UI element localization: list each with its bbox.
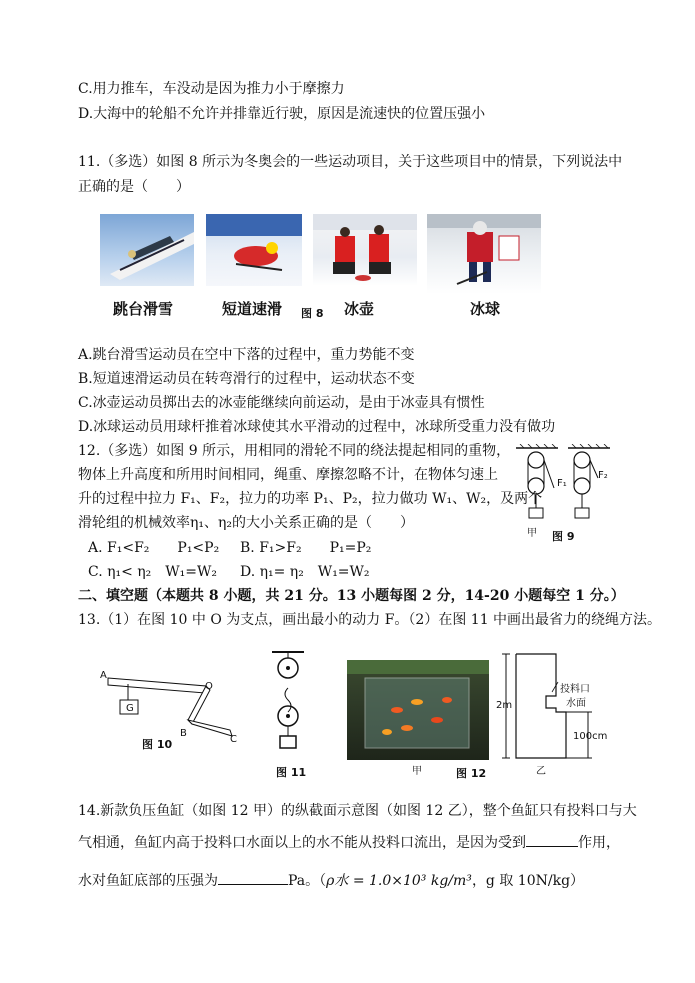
ski-jump-photo	[100, 214, 194, 286]
q12-stem-line4: 滑轮组的机械效率η₁、η₂的大小关系正确的是（ ）	[78, 515, 414, 531]
q14-line3-text: 水对鱼缸底部的压强为	[78, 873, 218, 889]
q12-option-b: B. F₁>F₂ P₁=P₂	[240, 540, 372, 556]
fig12-inlet-label: 投料口	[560, 684, 590, 695]
fig12-label: 图 12	[456, 767, 487, 780]
photo-caption-curling: 冰壶	[344, 300, 375, 318]
q14-line3-unit: Pa。（	[288, 873, 327, 889]
q11-option-d: D.冰球运动员用球杆推着冰球使其水平滑动的过程中，冰球所受重力没有做功	[78, 419, 556, 435]
q11-option-c: C.冰壶运动员掷出去的冰壶能继续向前运动，是由于冰壶具有惯性	[78, 395, 485, 411]
q13-stem: 13.（1）在图 10 中 O 为支点，画出最小的动力 F。（2）在图 11 中画出最省力的绕绳方法。	[78, 612, 662, 628]
photo-caption-ski-jump: 跳台滑雪	[113, 300, 174, 318]
fig12-jia-label: 甲	[412, 766, 422, 777]
photo-caption-short-track: 短道速滑	[222, 300, 283, 318]
fig8-label: 图 8	[301, 307, 324, 320]
q12-stem-line3: 升的过程中拉力 F₁、F₂，拉力的功率 P₁、P₂，拉力做功 W₁、W₂，及两个	[78, 491, 543, 507]
fig9-f2-label: F₂	[598, 470, 608, 481]
fig10-point-a: A	[100, 670, 107, 681]
q11-stem-line1: 11.（多选）如图 8 所示为冬奥会的一些运动项目，关于这些项目中的情景，下列说法中	[78, 154, 623, 170]
section2-heading: 二、填空题（本题共 8 小题，共 21 分。13 小题每图 2 分，14-20 小题每空 1 分。）	[78, 588, 625, 604]
fish-tank-photo	[347, 660, 489, 760]
fig9-jia-label: 甲	[527, 528, 537, 539]
fig12-height-2m: 2m	[496, 700, 513, 711]
fig10-point-o: O	[205, 681, 213, 692]
fig9-f1-label: F₁	[557, 478, 567, 489]
fig12-water-label: 水面	[566, 698, 586, 709]
q11-option-a: A.跳台滑雪运动员在空中下落的过程中，重力势能不变	[78, 347, 415, 363]
fig10-weight-g: G	[126, 703, 134, 714]
q14-line3-end: ，g 取 10N/kg）	[471, 873, 585, 889]
fig9-label: 图 9	[552, 530, 575, 543]
q12-option-d: D. η₁= η₂ W₁=W₂	[240, 564, 370, 580]
q12-option-c: C. η₁< η₂ W₁=W₂	[88, 564, 218, 580]
q12-option-a: A. F₁<F₂ P₁<P₂	[88, 540, 220, 556]
q14-density-value: ρ水 = 1.0×10³ kg/m³	[326, 873, 472, 889]
q12-stem-line2: 物体上升高度和所用时间相同，绳重、摩擦忽略不计，在物体匀速上	[78, 467, 498, 483]
q14-line2	[78, 832, 620, 854]
fig10-label: 图 10	[142, 738, 173, 751]
fig10-point-b: B	[180, 728, 187, 739]
fig12-height-100cm: 100cm	[573, 731, 608, 742]
photo-caption-ice-hockey: 冰球	[470, 300, 501, 318]
curling-photo	[313, 214, 417, 286]
q10-option-d: D.大海中的轮船不允许并排靠近行驶，原因是流速快的位置压强小	[78, 106, 486, 122]
q14-line2-text: 气相通，鱼缸内高于投料口水面以上的水不能从投料口流出，是因为受到	[78, 835, 526, 851]
fig11-label: 图 11	[276, 766, 307, 779]
ice-hockey-photo	[427, 214, 541, 294]
fig12-yi-label: 乙	[536, 766, 546, 777]
fig10-point-c: C	[230, 734, 237, 745]
q14-line1: 14.新款负压鱼缸（如图 12 甲）的纵截面示意图（如图 12 乙），整个鱼缸只有投料口与大	[78, 803, 637, 819]
q11-option-b: B.短道速滑运动员在转弯滑行的过程中，运动状态不变	[78, 371, 415, 387]
speed-skating-photo	[206, 214, 302, 286]
q11-stem-line2: 正确的是（ ）	[78, 179, 190, 195]
q14-line3	[78, 870, 584, 892]
q14-line2-end: 作用，	[578, 835, 620, 851]
fig11-pulley-diagram	[268, 648, 308, 752]
q12-stem-line1: 12.（多选）如图 9 所示，用相同的滑轮不同的绕法提起相同的重物，	[78, 443, 511, 459]
q14-answer-blank-2[interactable]	[218, 870, 288, 885]
q10-option-c: C.用力推车，车没动是因为推力小于摩擦力	[78, 81, 345, 97]
q14-answer-blank-1[interactable]	[526, 832, 578, 847]
